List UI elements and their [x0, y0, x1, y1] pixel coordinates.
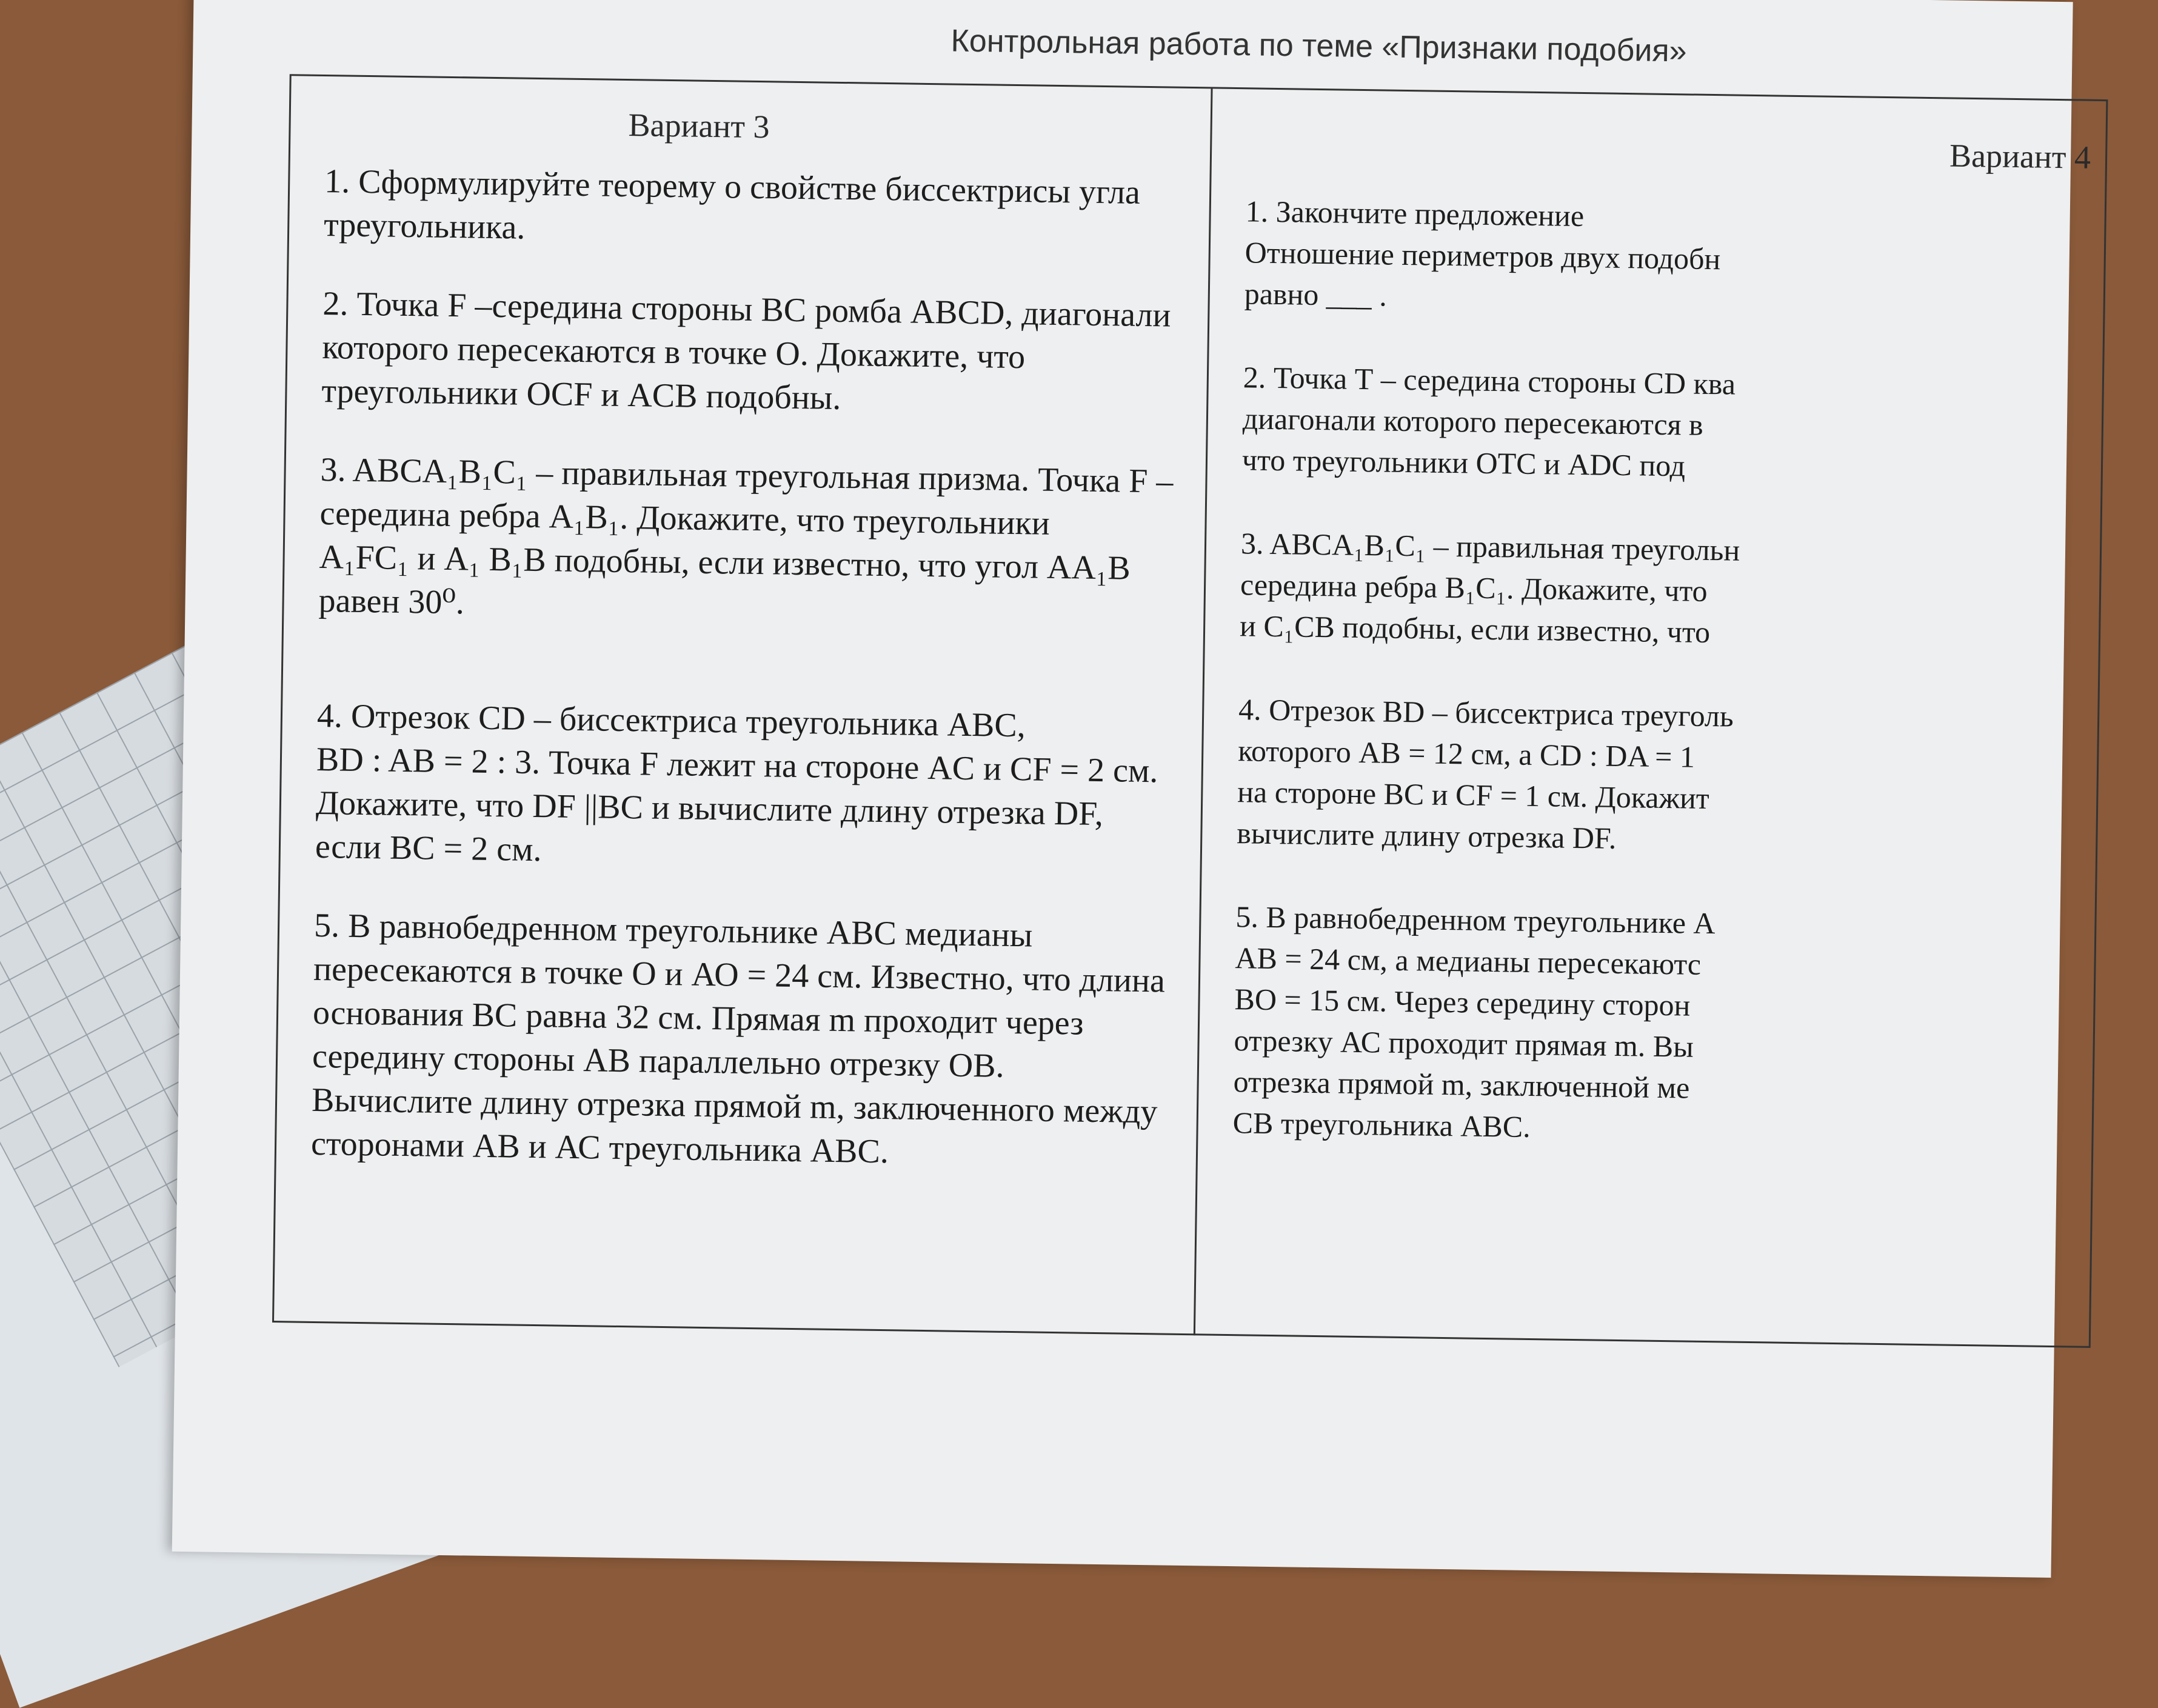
v3-task-5	[311, 904, 1175, 1178]
v4-task-4-line-4: вычислите длину отрезка DF.	[1237, 816, 1617, 855]
v4-task-3-line-2: середина ребра B₁C₁. Докажите, что	[1240, 567, 1708, 608]
v3-task-2	[321, 282, 1184, 425]
v4-task-5-line-2: АВ = 24 см, а медианы пересекаютс	[1235, 941, 1702, 981]
variant-3-title: Вариант 3	[628, 107, 770, 145]
page-title: Контрольная работа по теме «Признаки подобия»	[950, 23, 1687, 69]
v3-task-1-line-1: 1. Сформулируйте теорему о свойстве биссектрисы угла	[324, 162, 1141, 212]
v4-task-3-line-3: и C₁CB подобны, если известно, что	[1239, 609, 1711, 650]
v3-task-3-line-4: равен 30⁰.	[318, 581, 465, 622]
v4-task-1	[1244, 190, 2155, 327]
v3-task-3-line-1: 3. ABCA₁B₁C₁ – правильная треугольная призма. Точка F –	[320, 450, 1174, 501]
v4-task-2	[1242, 356, 2153, 493]
v3-task-1-line-2: треугольника.	[323, 206, 526, 247]
v3-task-4	[315, 694, 1178, 881]
v3-task-4-line-2: BD : AB = 2 : 3. Точка F лежит на стороне AC и CF = 2 см.	[316, 740, 1158, 790]
v3-task-5-line-3: основания ВС равна 32 см. Прямая m проходит через	[312, 993, 1084, 1042]
v3-task-5-line-5: Вычислите длину отрезка прямой m, заключенного между	[311, 1081, 1158, 1131]
v4-task-5-line-3: ВО = 15 см. Через середину сторон	[1234, 982, 1691, 1022]
v3-task-5-line-4: середину стороны АВ параллельно отрезку ОВ.	[312, 1037, 1005, 1085]
v3-task-4-line-3: Докажите, что DF ||BC и вычислите длину отрезка DF,	[315, 784, 1104, 833]
v3-task-3-line-2: середина ребра A₁B₁. Докажите, что треугольники	[319, 494, 1051, 542]
v4-task-1-line-3: равно ___ .	[1244, 276, 1388, 313]
v4-task-2-line-3: что треугольники OTC и ADC под	[1241, 442, 1686, 483]
v3-task-5-line-6: сторонами АВ и АС треугольника АВС.	[310, 1124, 889, 1171]
v4-task-2-line-2: диагонали которого пересекаются в	[1242, 401, 1704, 442]
v4-task-4-line-1: 4. Отрезок BD – биссектриса треуголь	[1238, 692, 1734, 733]
v4-task-5-line-6: СВ треугольника АВС.	[1232, 1106, 1531, 1144]
variant-3-column	[310, 159, 1186, 1213]
v3-task-2-line-2: которого пересекаются в точке О. Докажите, что	[322, 329, 1026, 376]
v3-task-5-line-1: 5. В равнобедренном треугольнике ABC медианы	[313, 906, 1033, 955]
v3-task-4-line-1: 4. Отрезок CD – биссектриса треугольника ABC,	[316, 696, 1026, 745]
v4-task-3-line-1: 3. ABCA₁B₁C₁ – правильная треугольн	[1240, 526, 1740, 567]
v4-task-1-line-2: Отношение периметров двух подобн	[1244, 235, 1721, 276]
v3-task-3	[318, 448, 1181, 635]
variant-4-column	[1232, 190, 2155, 1198]
v3-task-2-line-1: 2. Точка F –середина стороны ВС ромба ABCD, диагонали	[322, 285, 1171, 335]
v4-task-5-line-5: отрезка прямой m, заключенной ме	[1233, 1064, 1690, 1105]
v4-task-3	[1240, 522, 2151, 659]
v3-task-5-line-2: пересекаются в точке О и АО = 24 см. Известно, что длина	[313, 950, 1166, 1000]
v4-task-5-line-4: отрезку АС проходит прямая m. Вы	[1234, 1023, 1694, 1064]
v4-task-4	[1237, 689, 2148, 866]
v4-task-4-line-3: на стороне BC и CF = 1 см. Докажит	[1237, 775, 1710, 816]
v4-task-5	[1232, 896, 2145, 1156]
v3-task-1	[324, 159, 1186, 259]
v3-task-2-line-3: треугольники OCF и ACB подобны.	[321, 372, 841, 417]
worksheet-paper	[172, 0, 2091, 1578]
v4-task-2-line-1: 2. Точка Т – середина стороны CD ква	[1243, 360, 1736, 401]
v3-task-3-line-3: A₁FC₁ и A₁ B₁B подобны, если известно, что угол AA₁B	[319, 538, 1131, 587]
v4-task-5-line-1: 5. В равнобедренном треугольнике А	[1235, 899, 1715, 941]
v4-task-4-line-2: которого AB = 12 см, а CD : DA = 1	[1237, 733, 1695, 774]
v4-task-1-line-1: 1. Закончите предложение	[1245, 194, 1585, 233]
v3-task-4-line-4: если BC = 2 см.	[315, 827, 542, 869]
variant-4-title: Вариант 4	[1949, 137, 2091, 176]
